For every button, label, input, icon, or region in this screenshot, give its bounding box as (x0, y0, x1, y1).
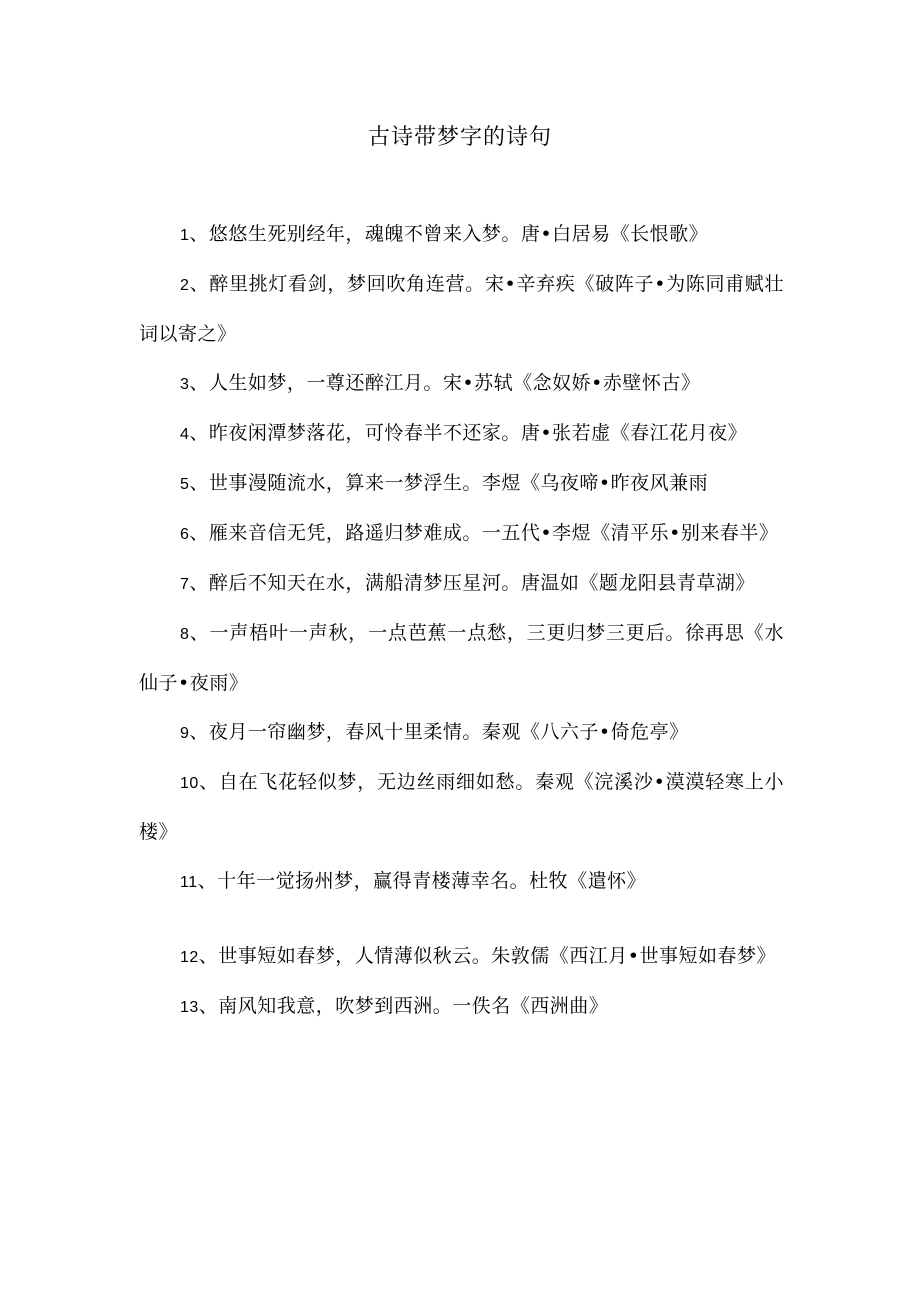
poem-text: 、南风知我意，吹梦到西洲。一佚名《西洲曲》 (198, 995, 609, 1017)
poem-item (139, 210, 784, 260)
poem-number: 3 (180, 376, 190, 393)
poem-item (139, 260, 784, 359)
poem-text: 、雁来音信无凭，路遥归梦难成。一五代•李煜《清平乐•别来春半》 (189, 522, 779, 544)
poem-number: 7 (180, 576, 190, 593)
poem-text: 、世事漫随流水，算来一梦浮生。李煜《乌夜啼•昨夜风兼雨 (189, 472, 709, 494)
poem-item (139, 409, 784, 459)
poem-text: 、醉里挑灯看剑，梦回吹角连营。宋•辛弃疾《破阵子•为陈同甫赋壮词以寄之》 (139, 273, 784, 345)
poem-number: 6 (180, 526, 190, 543)
poem-item (139, 982, 784, 1032)
poem-number: 13 (180, 999, 199, 1016)
poem-item (139, 609, 784, 708)
poem-item (139, 509, 784, 559)
poem-item (139, 359, 784, 409)
poem-item (139, 857, 784, 907)
poem-number: 10 (180, 775, 199, 792)
poem-item (139, 459, 784, 509)
poem-number: 11 (180, 874, 198, 891)
poem-text: 、醉后不知天在水，满船清梦压星河。唐温如《题龙阳县青草湖》 (189, 572, 755, 594)
poem-number: 1 (180, 227, 190, 244)
poem-text: 、自在飞花轻似梦，无边丝雨细如愁。秦观《浣溪沙•漠漠轻寒上小楼》 (139, 771, 784, 843)
poem-item (139, 758, 784, 857)
poem-number: 12 (180, 949, 199, 966)
poem-number: 2 (180, 277, 190, 294)
poem-text: 、世事短如春梦，人情薄似秋云。朱敦儒《西江月•世事短如春梦》 (198, 945, 777, 967)
poem-number: 5 (180, 476, 190, 493)
poem-item (139, 708, 784, 758)
poem-text: 、昨夜闲潭梦落花，可怜春半不还家。唐•张若虚《春江花月夜》 (189, 422, 748, 444)
poem-list (139, 210, 784, 1032)
page-title: 古诗带梦字的诗句 (367, 125, 552, 150)
poem-text: 、人生如梦，一尊还醉江月。宋•苏轼《念奴娇•赤壁怀古》 (189, 372, 701, 394)
poem-item (139, 559, 784, 609)
poem-text: 、一声梧叶一声秋，一点芭蕉一点愁，三更归梦三更后。徐再思《水仙子•夜雨》 (139, 622, 784, 694)
poem-text: 、夜月一帘幽梦，春风十里柔情。秦观《八六子•倚危亭》 (189, 721, 689, 743)
poem-text: 、十年一觉扬州梦，赢得青楼薄幸名。杜牧《遣怀》 (197, 870, 647, 892)
poem-item (139, 932, 784, 982)
poem-number: 8 (180, 626, 190, 643)
poem-number: 9 (180, 725, 190, 742)
poem-number: 4 (180, 426, 190, 443)
poem-text: 、悠悠生死别经年，魂魄不曾来入梦。唐•白居易《长恨歌》 (189, 223, 709, 245)
